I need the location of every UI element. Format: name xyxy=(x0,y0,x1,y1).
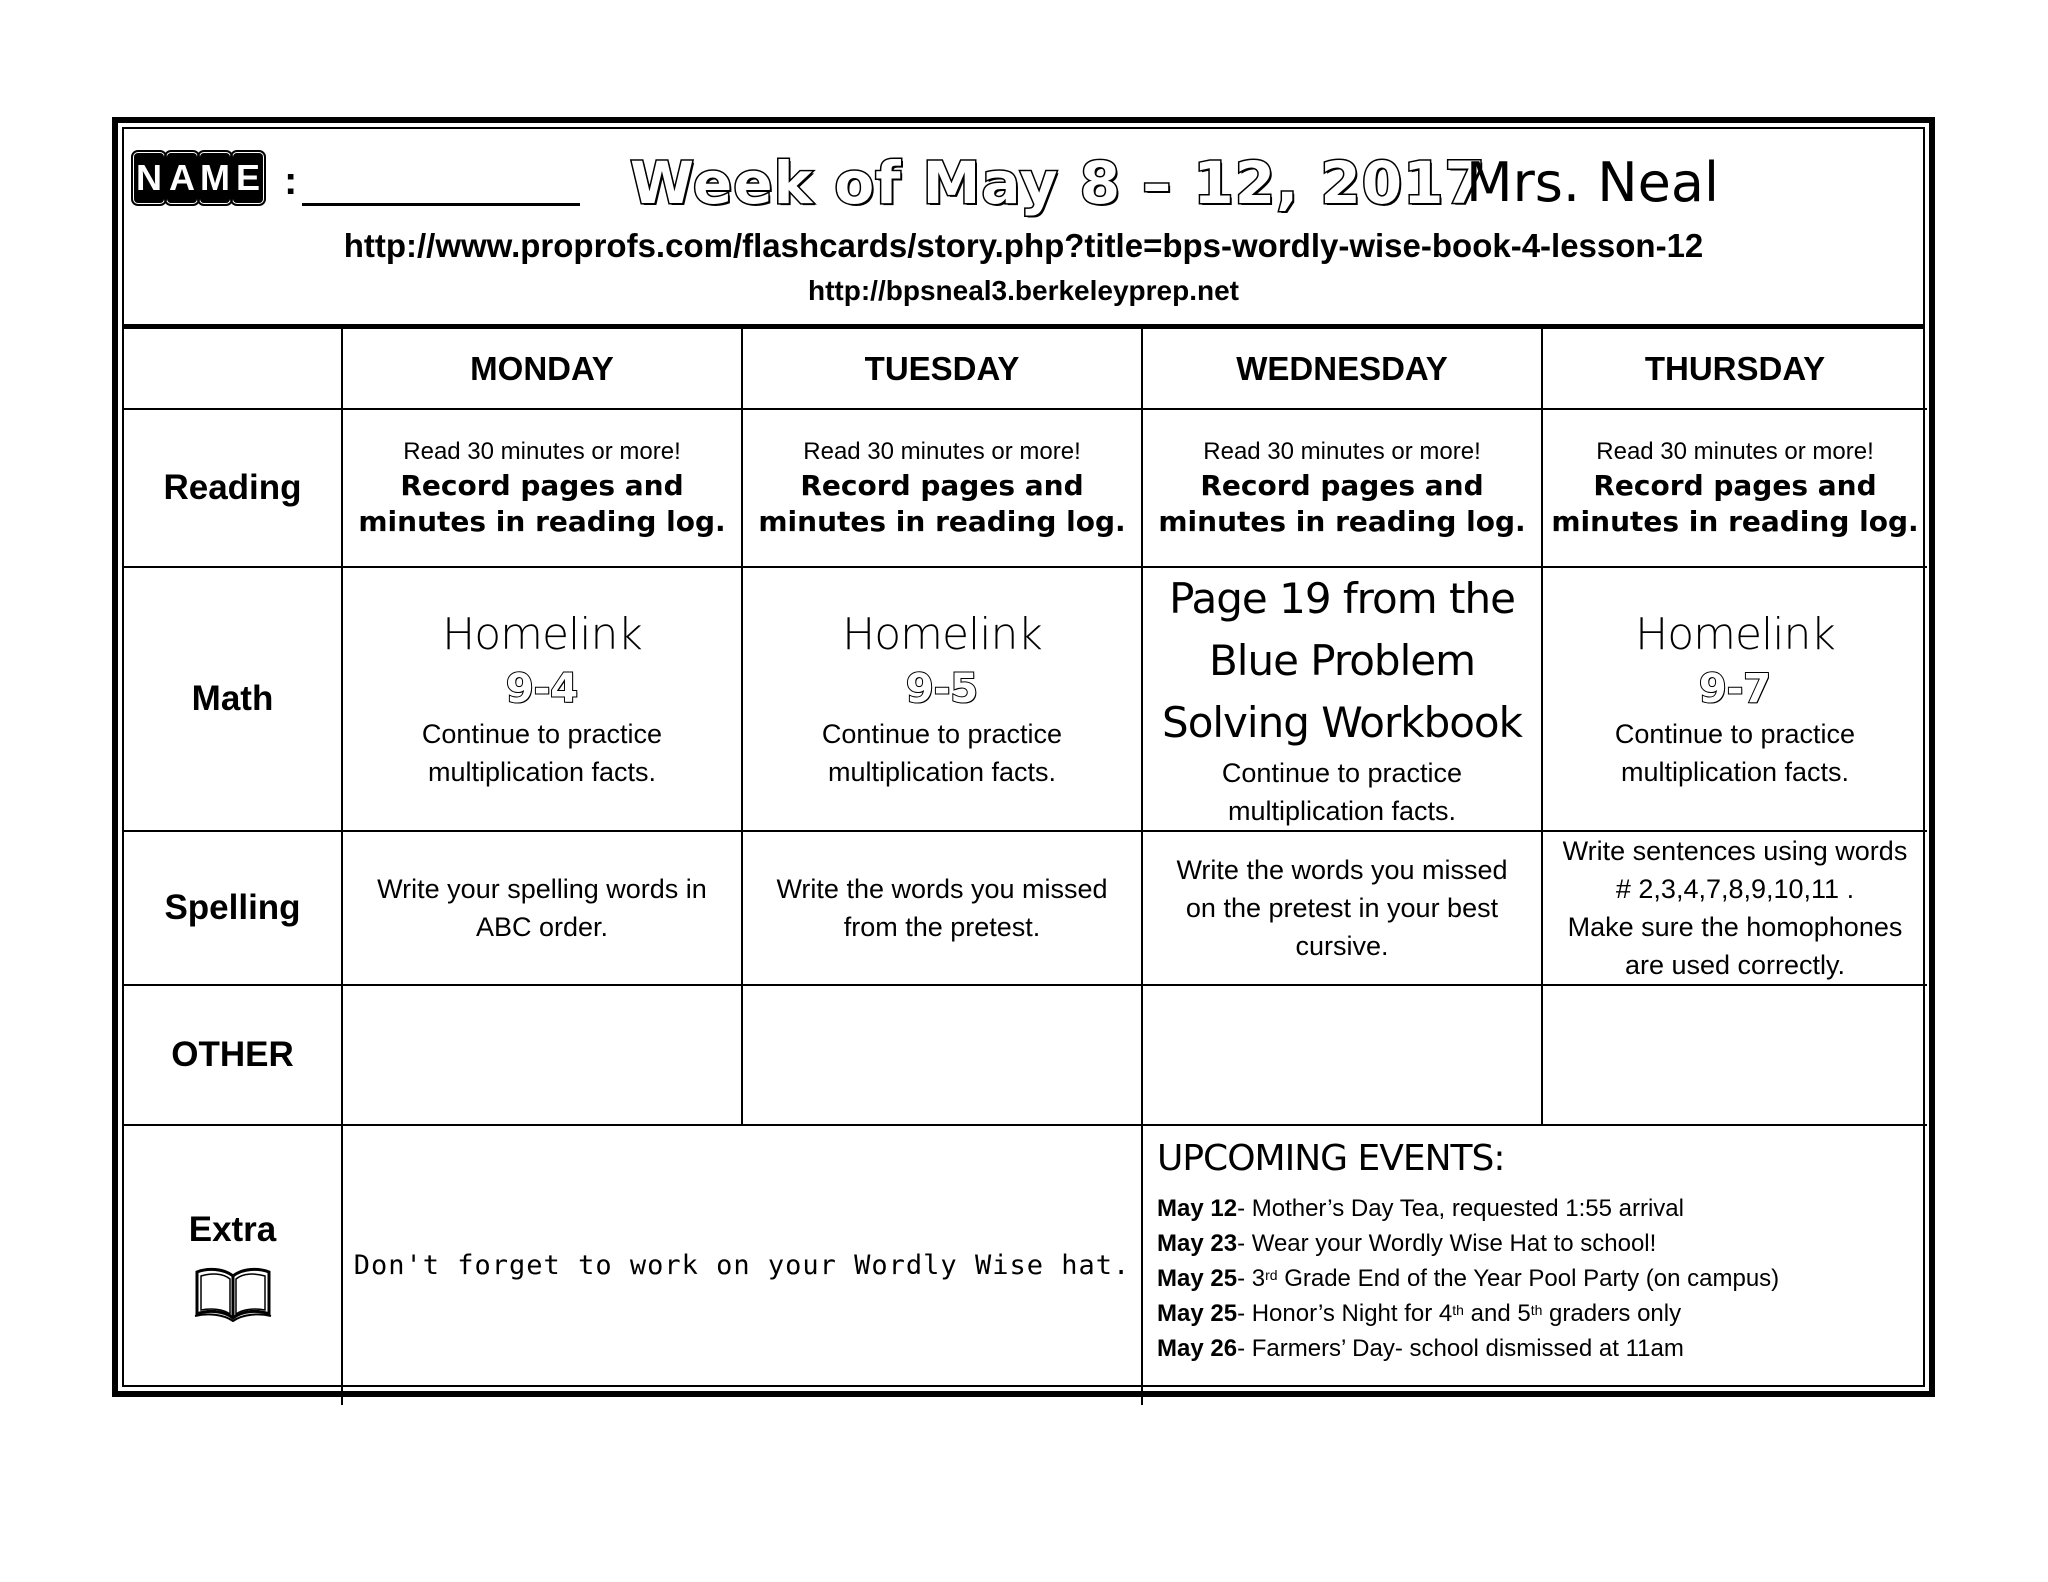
other-row xyxy=(124,985,1927,1125)
homelink-lesson: 9-7 xyxy=(1698,666,1772,712)
event-text: - Mother’s Day Tea, requested 1:55 arrival xyxy=(1237,1195,1684,1222)
reading-tuesday xyxy=(742,409,1142,567)
name-label xyxy=(134,153,263,203)
event-item xyxy=(1157,1296,1913,1331)
event-text: - Honor’s Night for 4 xyxy=(1237,1300,1453,1327)
math-monday xyxy=(342,567,742,831)
event-date: May 25 xyxy=(1157,1265,1238,1292)
spelling-text: ABC order. xyxy=(475,912,609,942)
spelling-text: from the pretest. xyxy=(843,912,1041,942)
other-monday xyxy=(342,985,742,1125)
event-text: - Wear your Wordly Wise Hat to school! xyxy=(1237,1230,1657,1257)
event-date: May 26 xyxy=(1157,1335,1238,1362)
reading-record: Record pages and xyxy=(800,469,1084,502)
day-header-wednesday: WEDNESDAY xyxy=(1142,329,1542,409)
math-note: Continue to practice xyxy=(421,719,663,749)
event-text: Grade End of the Year Pool Party (on campus) xyxy=(1277,1265,1780,1292)
homelink-lesson: 9-5 xyxy=(905,666,979,712)
wordly-wise-reminder: Don't forget to work on your Wordly Wise hat. xyxy=(353,1250,1131,1281)
reading-record: Record pages and xyxy=(1593,469,1877,502)
spelling-thursday xyxy=(1542,831,1927,985)
name-colon: : xyxy=(284,159,298,203)
homework-sheet xyxy=(112,117,1935,1397)
spelling-row xyxy=(124,831,1927,985)
math-tuesday xyxy=(742,567,1142,831)
week-title: Week of May 8 – 12, 2017 xyxy=(630,149,1486,217)
class-website-url[interactable]: http://bpsneal3.berkeleyprep.net xyxy=(808,275,1239,306)
spelling-text: Write the words you missed xyxy=(1176,855,1508,885)
reading-thursday xyxy=(1542,409,1927,567)
reading-instruction: Read 30 minutes or more! xyxy=(1596,438,1874,465)
name-letter: E xyxy=(233,153,263,203)
other-tuesday xyxy=(742,985,1142,1125)
event-item xyxy=(1157,1191,1913,1226)
spelling-text: # 2,3,4,7,8,9,10,11 . xyxy=(1615,874,1855,904)
upcoming-events-cell xyxy=(1142,1125,1927,1405)
math-thursday xyxy=(1542,567,1927,831)
math-note: Continue to practice xyxy=(1221,758,1463,788)
math-note: Continue to practice xyxy=(821,719,1063,749)
sheet-inner-border xyxy=(122,127,1925,1387)
workbook-line: Blue Problem xyxy=(1208,636,1475,685)
ordinal-suffix: rd xyxy=(1265,1267,1278,1283)
other-thursday xyxy=(1542,985,1927,1125)
reading-wednesday xyxy=(1142,409,1542,567)
reading-instruction: Read 30 minutes or more! xyxy=(1203,438,1481,465)
homelink-title: Homelink xyxy=(1635,609,1835,660)
teacher-name: Mrs. Neal xyxy=(1466,151,1719,214)
sheet-header xyxy=(124,129,1923,329)
reading-monday xyxy=(342,409,742,567)
event-date: May 25 xyxy=(1157,1300,1238,1327)
math-wednesday xyxy=(1142,567,1542,831)
day-header-tuesday: TUESDAY xyxy=(742,329,1142,409)
day-header-thursday: THURSDAY xyxy=(1542,329,1927,409)
math-note: Continue to practice xyxy=(1614,719,1856,749)
event-text: and 5 xyxy=(1463,1300,1531,1327)
event-item xyxy=(1157,1331,1913,1366)
math-note: multiplication facts. xyxy=(1227,796,1457,826)
workbook-line: Page 19 from the xyxy=(1169,574,1515,623)
reading-instruction: Read 30 minutes or more! xyxy=(403,438,681,465)
other-wednesday xyxy=(1142,985,1542,1125)
ordinal-suffix: th xyxy=(1452,1302,1464,1318)
reading-record: minutes in reading log. xyxy=(1551,505,1919,538)
reading-record: Record pages and xyxy=(400,469,684,502)
event-text: - 3 xyxy=(1237,1265,1266,1292)
name-letter: M xyxy=(200,153,230,203)
name-row xyxy=(134,149,1924,219)
spelling-text: Write the words you missed xyxy=(776,874,1108,904)
event-date: May 23 xyxy=(1157,1230,1238,1257)
spelling-monday xyxy=(342,831,742,985)
flashcards-url[interactable]: http://www.proprofs.com/flashcards/story.php?title=bps-wordly-wise-book-4-lesson-12 xyxy=(343,227,1704,264)
event-date: May 12 xyxy=(1157,1195,1238,1222)
ordinal-suffix: th xyxy=(1530,1302,1543,1318)
day-header-row xyxy=(124,329,1927,409)
spelling-text: cursive. xyxy=(1295,931,1389,961)
event-item xyxy=(1157,1261,1913,1296)
row-label-other: OTHER xyxy=(124,985,342,1125)
homelink-title: Homelink xyxy=(442,609,642,660)
name-blank-line xyxy=(302,203,580,206)
math-note: multiplication facts. xyxy=(1620,757,1850,787)
corner-cell xyxy=(124,329,342,409)
homelink-title: Homelink xyxy=(842,609,1042,660)
reading-instruction: Read 30 minutes or more! xyxy=(803,438,1081,465)
spelling-text: Make sure the homophones xyxy=(1567,912,1903,942)
homework-table xyxy=(124,329,1927,1405)
spelling-tuesday xyxy=(742,831,1142,985)
day-header-monday: MONDAY xyxy=(342,329,742,409)
spelling-text: Write sentences using words xyxy=(1562,836,1908,866)
math-note: multiplication facts. xyxy=(827,757,1057,787)
reading-record: minutes in reading log. xyxy=(1158,505,1526,538)
event-text: graders only xyxy=(1542,1300,1682,1327)
spelling-wednesday xyxy=(1142,831,1542,985)
events-title: UPCOMING EVENTS: xyxy=(1157,1138,1505,1179)
reading-record: Record pages and xyxy=(1200,469,1484,502)
name-letter: N xyxy=(134,153,164,203)
spelling-text: on the pretest in your best xyxy=(1185,893,1499,923)
spelling-text: are used correctly. xyxy=(1624,950,1846,980)
reading-record: minutes in reading log. xyxy=(358,505,726,538)
event-text: - Farmers’ Day- school dismissed at 11am xyxy=(1237,1335,1684,1362)
reading-row xyxy=(124,409,1927,567)
row-label-extra-cell xyxy=(124,1125,342,1405)
row-label-spelling: Spelling xyxy=(124,831,342,985)
reading-record: minutes in reading log. xyxy=(758,505,1126,538)
event-item xyxy=(1157,1226,1913,1261)
workbook-line: Solving Workbook xyxy=(1162,698,1522,747)
row-label-extra: Extra xyxy=(188,1209,277,1249)
math-row xyxy=(124,567,1927,831)
name-letter: A xyxy=(167,153,197,203)
row-label-reading: Reading xyxy=(124,409,342,567)
row-label-math: Math xyxy=(124,567,342,831)
math-note: multiplication facts. xyxy=(427,757,657,787)
open-book-icon xyxy=(193,1264,273,1322)
extra-row xyxy=(124,1125,1927,1405)
spelling-text: Write your spelling words in xyxy=(377,874,707,904)
extra-note-cell xyxy=(342,1125,1142,1405)
homelink-lesson: 9-4 xyxy=(505,666,579,712)
